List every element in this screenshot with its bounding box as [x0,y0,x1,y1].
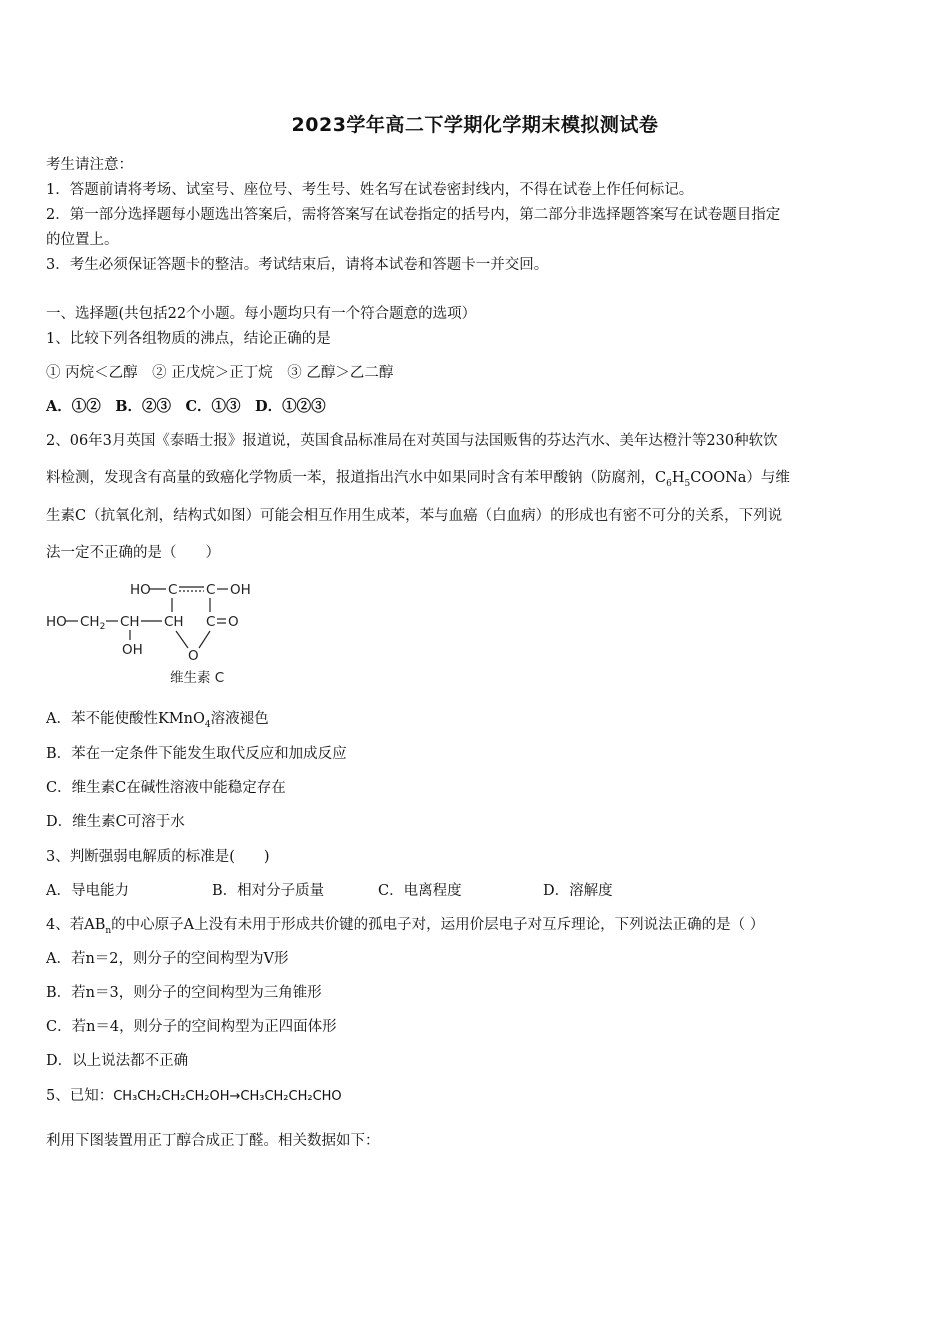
q5-stem-text: 5、已知： [46,1088,114,1104]
q2-line-4: 法一定不正确的是（ ） [46,545,220,561]
q2-option-c: C．维生素C在碱性溶液中能稳定存在 [46,780,286,796]
q2-option-d: D．维生素C可溶于水 [46,814,185,830]
struct-ring-o: O [188,648,199,664]
q2-option-a-text: A．苯不能使酸性KMnO [46,711,205,727]
struct-top-ho: HO [130,582,151,598]
q1-items: ① 丙烷＜乙醇 ② 正戊烷＞正丁烷 ③ 乙醇＞乙二醇 [46,365,394,381]
q2-option-b: B．苯在一定条件下能发生取代反应和加成反应 [46,746,347,762]
q2-line-2-a: 料检测，发现含有高量的致癌化学物质一苯，报道指出汽水中如果同时含有苯甲酸钠（防腐剂，C [46,470,667,486]
q1-options: A．①② B．②③ C．①③ D．①②③ [46,398,326,415]
q2-line-1: 2、06年3月英国《泰晤士报》报道说，英国食品标准局在对英国与法国贩售的芬达汽水、美年达橙汁等230种软饮 [46,433,778,449]
q2-line-2-b: H [671,470,685,486]
struct-ch2: $CH_2$ [80,614,106,632]
notice-item-1: 1．答题前请将考场、试室号、座位号、考生号、姓名写在试卷密封线内，不得在试卷上作任何标记。 [46,182,694,198]
q2-line-2-sub-1: 6 [666,478,672,489]
q3-option-d: D．溶解度 [543,883,613,899]
q3-option-a: A．导电能力 [46,883,129,899]
struct-top-oh: OH [230,582,251,598]
q5-formula: CH₃CH₂CH₂CH₂OH→CH₃CH₂CH₂CHO [113,1089,342,1104]
page-title: 2023学年高二下学期化学期末模拟测试卷 [291,114,659,136]
struct-top-c2: C [206,582,216,598]
q2-option-a-end: 溶液褪色 [210,711,269,727]
q3-option-b: B．相对分子质量 [212,883,325,899]
q2-line-2 [46,466,790,489]
vitamin-c-structure [46,578,276,693]
notice-item-3: 3．考生必须保证答题卡的整洁。考试结束后，请将本试卷和答题卡一并交回。 [46,257,549,273]
q5-note: 利用下图装置用正丁醇合成正丁醛。相关数据如下： [46,1133,380,1149]
notice-item-2-cont: 的位置上。 [46,232,119,248]
q4-option-d: D．以上说法都不正确 [46,1053,189,1069]
section-heading: 一、选择题(共包括22个小题。每小题均只有一个符合题意的选项） [46,306,477,322]
q3-option-c: C．电离程度 [378,883,462,899]
notice-item-2: 2．第一部分选择题每小题选出答案后，需将答案写在试卷指定的括号内，第二部分非选择题答案写在试卷题目指定 [46,207,781,223]
q4-option-c: C．若n＝4，则分子的空间构型为正四面体形 [46,1019,337,1035]
struct-ch-ring: CH [164,614,184,630]
struct-c-o: O [228,614,239,630]
q4-stem [46,913,764,936]
q2-option-a [46,707,269,730]
q2-line-2-c: COONa）与维 [690,470,790,486]
struct-c-ring: C [206,614,216,630]
struct-oh-below: OH [122,642,143,658]
q1-stem: 1、比较下列各组物质的沸点，结论正确的是 [46,331,331,347]
q3-stem: 3、判断强弱电解质的标准是( ) [46,849,270,865]
struct-ch: CH [120,614,140,630]
q4-option-a: A．若n＝2，则分子的空间构型为V形 [46,951,289,967]
q5-stem [46,1084,342,1105]
q4-stem-sub: n [105,925,112,936]
notice-heading: 考生请注意： [46,157,133,173]
q2-line-3: 生素C（抗氧化剂，结构式如图）可能会相互作用生成苯，苯与血癌（白血病）的形成也有密不可分的关系，下列说 [46,508,783,524]
q4-stem-a: 4、若AB [46,917,106,933]
q4-stem-b: 的中心原子A上没有未用于形成共价键的孤电子对，运用价层电子对互斥理论，下列说法正确的是（ ） [111,917,765,933]
q2-option-a-sub: 4 [204,719,211,730]
struct-caption: 维生素 C [170,670,225,686]
struct-ho: HO [46,614,67,630]
q4-option-b: B．若n＝3，则分子的空间构型为三角锥形 [46,985,322,1001]
struct-top-c1: C [168,582,178,598]
q2-line-2-sub-2: 5 [684,478,691,489]
